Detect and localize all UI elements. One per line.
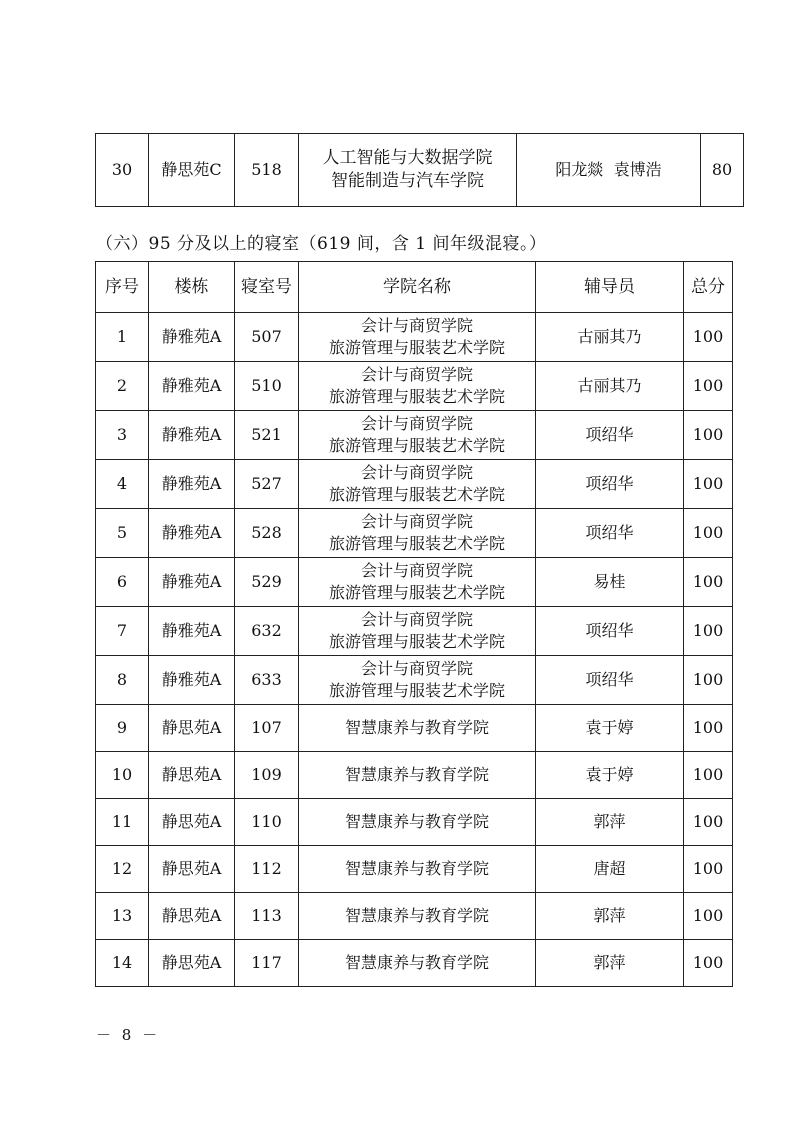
page-number: － 8 － xyxy=(96,1026,161,1044)
cell-building: 静思苑A xyxy=(149,799,235,846)
table-row xyxy=(96,509,733,558)
college-line: 智慧康养与教育学院 xyxy=(344,859,489,878)
cell-room: 113 xyxy=(235,893,299,940)
college-line: 智慧康养与教育学院 xyxy=(344,906,489,925)
cell-building: 静雅苑A xyxy=(149,460,235,509)
cell-college xyxy=(299,411,536,460)
cell-no: 3 xyxy=(96,411,149,460)
college-line: 会计与商贸学院 xyxy=(360,463,473,482)
college-line: 旅游管理与服装艺术学院 xyxy=(328,387,505,406)
cell-counselor: 阳龙燚 袁博浩 xyxy=(517,134,701,207)
table-row xyxy=(96,893,733,940)
cell-room: 527 xyxy=(235,460,299,509)
cell-college xyxy=(299,940,536,987)
table-row xyxy=(96,846,733,893)
college-line: 智慧康养与教育学院 xyxy=(344,718,489,737)
header-college: 学院名称 xyxy=(299,262,536,313)
cell-room: 117 xyxy=(235,940,299,987)
college-line: 会计与商贸学院 xyxy=(360,610,473,629)
cell-score: 100 xyxy=(684,411,733,460)
cell-building: 静思苑A xyxy=(149,752,235,799)
cell-college xyxy=(299,313,536,362)
college-line: 旅游管理与服装艺术学院 xyxy=(328,632,505,651)
college-line: 旅游管理与服装艺术学院 xyxy=(328,681,505,700)
table-row xyxy=(96,134,744,207)
cell-college xyxy=(299,893,536,940)
cell-building: 静思苑A xyxy=(149,940,235,987)
cell-no: 5 xyxy=(96,509,149,558)
cell-counselor: 项绍华 xyxy=(536,460,684,509)
table-row xyxy=(96,656,733,705)
table-row xyxy=(96,705,733,752)
cell-counselor: 项绍华 xyxy=(536,509,684,558)
cell-score: 100 xyxy=(684,799,733,846)
table-row xyxy=(96,411,733,460)
cell-room: 110 xyxy=(235,799,299,846)
cell-score: 100 xyxy=(684,752,733,799)
college-line: 会计与商贸学院 xyxy=(360,365,473,384)
college-line: 旅游管理与服装艺术学院 xyxy=(328,534,505,553)
cell-college xyxy=(299,607,536,656)
cell-room: 528 xyxy=(235,509,299,558)
cell-room: 507 xyxy=(235,313,299,362)
cell-room: 107 xyxy=(235,705,299,752)
cell-score: 100 xyxy=(684,460,733,509)
cell-no: 10 xyxy=(96,752,149,799)
table-body xyxy=(96,313,733,987)
cell-no: 1 xyxy=(96,313,149,362)
cell-no: 11 xyxy=(96,799,149,846)
college-line: 旅游管理与服装艺术学院 xyxy=(328,436,505,455)
college-line: 会计与商贸学院 xyxy=(360,316,473,335)
header-no: 序号 xyxy=(96,262,149,313)
college-line: 会计与商贸学院 xyxy=(360,659,473,678)
header-score: 总分 xyxy=(684,262,733,313)
cell-score: 100 xyxy=(684,705,733,752)
cell-college xyxy=(299,362,536,411)
cell-room: 632 xyxy=(235,607,299,656)
cell-score: 100 xyxy=(684,846,733,893)
cell-counselor: 古丽其乃 xyxy=(536,362,684,411)
table-row xyxy=(96,313,733,362)
cell-counselor: 易桂 xyxy=(536,558,684,607)
college-line: 会计与商贸学院 xyxy=(360,561,473,580)
cell-college xyxy=(299,509,536,558)
table-row xyxy=(96,799,733,846)
cell-no: 6 xyxy=(96,558,149,607)
cell-building: 静雅苑A xyxy=(149,558,235,607)
college-line: 会计与商贸学院 xyxy=(360,512,473,531)
table-row xyxy=(96,607,733,656)
college-line: 智慧康养与教育学院 xyxy=(344,765,489,784)
cell-counselor: 项绍华 xyxy=(536,607,684,656)
cell-no: 30 xyxy=(96,134,149,207)
header-room: 寝室号 xyxy=(235,262,299,313)
cell-room: 109 xyxy=(235,752,299,799)
cell-college xyxy=(299,460,536,509)
cell-score: 100 xyxy=(684,607,733,656)
cell-room: 112 xyxy=(235,846,299,893)
college-line: 智慧康养与教育学院 xyxy=(344,953,489,972)
cell-score: 100 xyxy=(684,558,733,607)
cell-college xyxy=(299,846,536,893)
cell-building: 静雅苑A xyxy=(149,313,235,362)
college-line: 旅游管理与服装艺术学院 xyxy=(328,485,505,504)
cell-college xyxy=(299,656,536,705)
cell-no: 4 xyxy=(96,460,149,509)
cell-no: 8 xyxy=(96,656,149,705)
cell-room: 633 xyxy=(235,656,299,705)
cell-college xyxy=(299,558,536,607)
cell-college xyxy=(299,752,536,799)
cell-room: 521 xyxy=(235,411,299,460)
cell-counselor: 袁于婷 xyxy=(536,752,684,799)
cell-building: 静思苑A xyxy=(149,893,235,940)
cell-score: 100 xyxy=(684,509,733,558)
cell-building: 静雅苑A xyxy=(149,607,235,656)
cell-counselor: 郭萍 xyxy=(536,940,684,987)
table-row xyxy=(96,362,733,411)
cell-room: 510 xyxy=(235,362,299,411)
cell-building: 静雅苑A xyxy=(149,362,235,411)
college-line: 人工智能与大数据学院 xyxy=(322,148,493,168)
cell-score: 100 xyxy=(684,656,733,705)
cell-counselor: 唐超 xyxy=(536,846,684,893)
cell-score: 100 xyxy=(684,893,733,940)
cell-counselor: 项绍华 xyxy=(536,411,684,460)
college-line: 旅游管理与服装艺术学院 xyxy=(328,583,505,602)
cell-building: 静雅苑A xyxy=(149,411,235,460)
table-row xyxy=(96,460,733,509)
cell-counselor: 袁于婷 xyxy=(536,705,684,752)
header-counselor: 辅导员 xyxy=(536,262,684,313)
cell-building: 静思苑C xyxy=(149,134,235,207)
college-line: 会计与商贸学院 xyxy=(360,414,473,433)
cell-no: 13 xyxy=(96,893,149,940)
cell-college xyxy=(299,705,536,752)
cell-score: 80 xyxy=(701,134,744,207)
cell-no: 12 xyxy=(96,846,149,893)
continued-table xyxy=(95,133,744,207)
cell-counselor: 项绍华 xyxy=(536,656,684,705)
cell-no: 14 xyxy=(96,940,149,987)
cell-building: 静雅苑A xyxy=(149,509,235,558)
cell-no: 2 xyxy=(96,362,149,411)
cell-counselor: 郭萍 xyxy=(536,799,684,846)
college-line: 旅游管理与服装艺术学院 xyxy=(328,338,505,357)
cell-counselor: 古丽其乃 xyxy=(536,313,684,362)
cell-building: 静雅苑A xyxy=(149,656,235,705)
cell-score: 100 xyxy=(684,313,733,362)
cell-counselor: 郭萍 xyxy=(536,893,684,940)
cell-room: 518 xyxy=(235,134,299,207)
college-line: 智能制造与汽车学院 xyxy=(331,171,484,191)
cell-college xyxy=(299,799,536,846)
dorm-score-table xyxy=(95,261,733,987)
college-line: 智慧康养与教育学院 xyxy=(344,812,489,831)
cell-no: 9 xyxy=(96,705,149,752)
cell-score: 100 xyxy=(684,940,733,987)
cell-score: 100 xyxy=(684,362,733,411)
section-heading: （六）95 分及以上的寝室（619 间，含 1 间年级混寝。） xyxy=(96,234,547,254)
cell-building: 静思苑A xyxy=(149,846,235,893)
cell-no: 7 xyxy=(96,607,149,656)
cell-building: 静思苑A xyxy=(149,705,235,752)
table-header-row xyxy=(96,262,733,313)
table-row xyxy=(96,940,733,987)
table-row xyxy=(96,752,733,799)
cell-college xyxy=(299,134,517,207)
cell-room: 529 xyxy=(235,558,299,607)
table-row xyxy=(96,558,733,607)
header-building: 楼栋 xyxy=(149,262,235,313)
